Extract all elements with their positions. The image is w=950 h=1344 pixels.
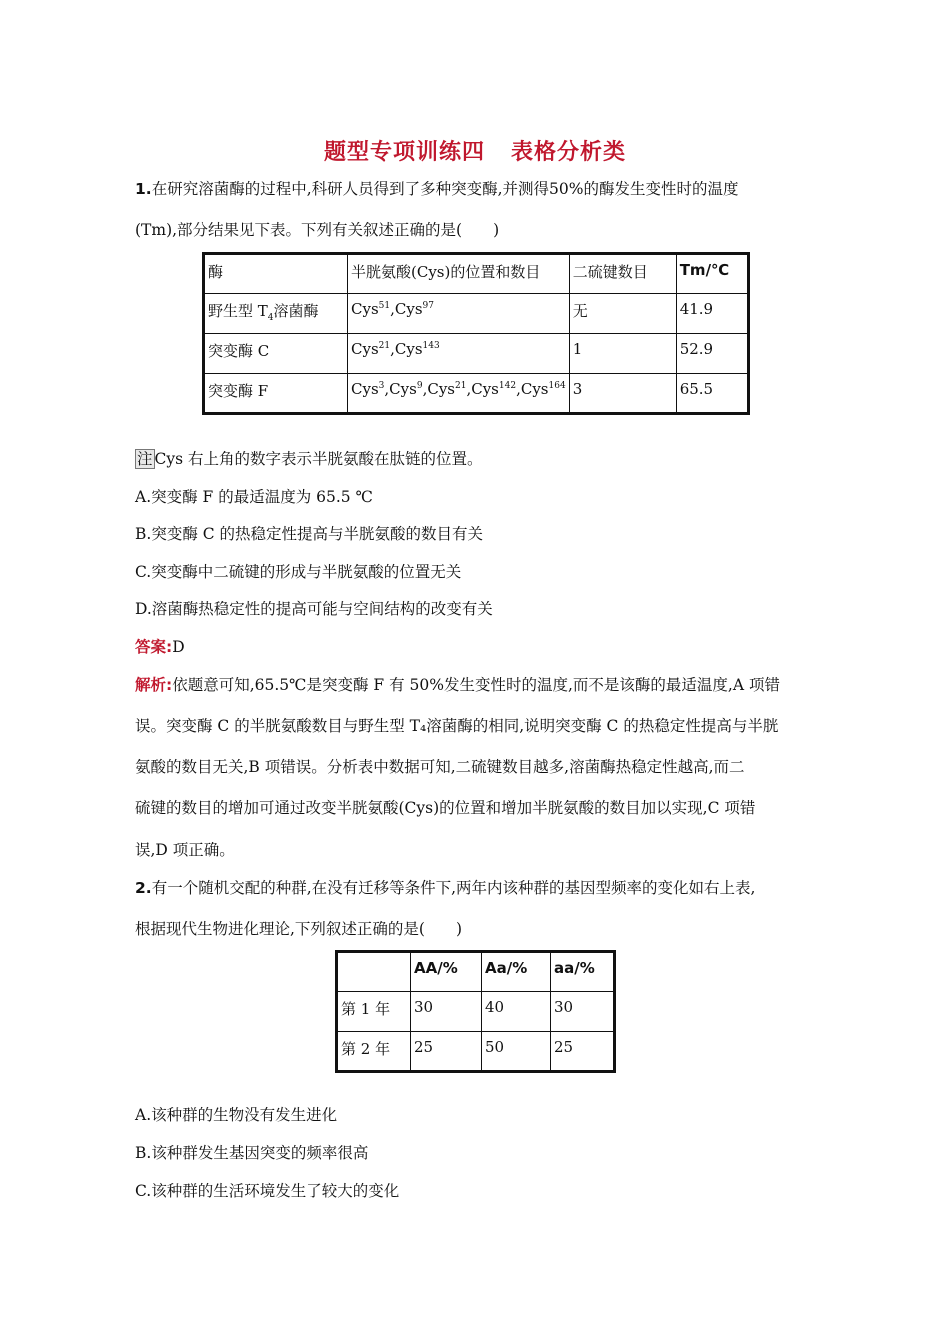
q2-stem-line1: 2.有一个随机交配的种群,在没有迁移等条件下,两年内该种群的基因型频率的变化如右上表,: [135, 879, 756, 897]
header-cell: AA/%: [411, 952, 482, 992]
enzyme-cell: 突变酶 C: [204, 334, 348, 374]
analysis-label: 解析:: [135, 676, 173, 694]
q1-number: 1.: [135, 180, 152, 198]
year-cell: 第 1 年: [337, 992, 411, 1032]
title-main: 题型专项训练四: [323, 140, 485, 165]
bonds-cell: 1: [569, 334, 676, 374]
value-cell: 25: [411, 1032, 482, 1072]
q1-analysis-line2: 误。突变酶 C 的半胱氨酸数目与野生型 T₄溶菌酶的相同,说明突变酶 C 的热稳定性提高与半胱: [135, 717, 779, 735]
cys-cell: Cys$^3$,Cys$^9$,Cys$^{21}$,Cys$^{142}$,Cys$^{164}$: [348, 374, 570, 414]
q1-stem-line2: (Tm),部分结果见下表。下列有关叙述正确的是( ): [135, 221, 500, 239]
header-cell: aa/%: [551, 952, 615, 992]
cys-cell: Cys$^{51}$,Cys$^{97}$: [348, 294, 570, 334]
q1-answer: [135, 635, 185, 657]
header-cell: Aa/%: [482, 952, 551, 992]
table-row: [337, 992, 615, 1032]
q1-analysis-line5: 误,D 项正确。: [135, 841, 235, 859]
value-cell: 40: [482, 992, 551, 1032]
q2-option-b: B.该种群发生基因突变的频率很高: [135, 1144, 369, 1162]
table-row: [204, 374, 749, 414]
q1-option-c: C.突变酶中二硫键的形成与半胱氨酸的位置无关: [135, 563, 462, 581]
table-row: [204, 334, 749, 374]
q1-analysis-line3: 氨酸的数目无关,B 项错误。分析表中数据可知,二硫键数目越多,溶菌酶热稳定性越高,而二: [135, 758, 745, 776]
answer-value: D: [172, 638, 185, 656]
q1-table: [202, 252, 750, 415]
table-header-row: [204, 254, 749, 294]
enzyme-cell: 野生型 $T_4$溶菌酶: [204, 294, 348, 334]
q1-option-a: A.突变酶 F 的最适温度为 65.5 ℃: [135, 488, 373, 506]
value-cell: 30: [551, 992, 615, 1032]
q1-note: 注 Cys 右上角的数字表示半胱氨酸在肽链的位置。: [137, 450, 483, 468]
table-row: [204, 294, 749, 334]
q2-number: 2.: [135, 879, 152, 897]
bonds-cell: 3: [569, 374, 676, 414]
q2-option-a: A.该种群的生物没有发生进化: [135, 1106, 338, 1124]
q2-table: [335, 950, 616, 1073]
cys-cell: Cys$^{21}$,Cys$^{143}$: [348, 334, 570, 374]
header-cell: 酶: [204, 254, 348, 294]
value-cell: 50: [482, 1032, 551, 1072]
value-cell: 25: [551, 1032, 615, 1072]
header-cell: 半胱氨酸(Cys)的位置和数目: [348, 254, 570, 294]
year-cell: 第 2 年: [337, 1032, 411, 1072]
q1-analysis-line1: 解析:依题意可知,65.5℃是突变酶 F 有 50%发生变性时的温度,而不是该酶的最适温度,A 项错: [135, 676, 780, 694]
header-cell: Tm/℃: [676, 254, 748, 294]
q1-option-b: B.突变酶 C 的热稳定性提高与半胱氨酸的数目有关: [135, 525, 484, 543]
q2-option-c: C.该种群的生活环境发生了较大的变化: [135, 1182, 400, 1200]
q2-stem-line2: 根据现代生物进化理论,下列叙述正确的是( ): [135, 920, 463, 938]
value-cell: 30: [411, 992, 482, 1032]
table-row: [337, 1032, 615, 1072]
q1-option-d: D.溶菌酶热稳定性的提高可能与空间结构的改变有关: [135, 600, 493, 618]
q1-analysis-line4: 硫键的数目的增加可通过改变半胱氨酸(Cys)的位置和增加半胱氨酸的数目加以实现,C 项错: [135, 799, 756, 817]
q1-stem-line1: 1.在研究溶菌酶的过程中,科研人员得到了多种突变酶,并测得50%的酶发生变性时的温度: [135, 180, 739, 198]
table-header-row: [337, 952, 615, 992]
header-cell: [337, 952, 411, 992]
title-sub: 表格分析类: [511, 140, 627, 165]
header-cell: 二硫键数目: [569, 254, 676, 294]
answer-label: 答案:: [135, 638, 173, 656]
enzyme-cell: 突变酶 F: [204, 374, 348, 414]
note-label: 注: [137, 450, 153, 468]
tm-cell: 52.9: [676, 334, 748, 374]
page-title: [0, 135, 950, 166]
tm-cell: 65.5: [676, 374, 748, 414]
tm-cell: 41.9: [676, 294, 748, 334]
bonds-cell: 无: [569, 294, 676, 334]
